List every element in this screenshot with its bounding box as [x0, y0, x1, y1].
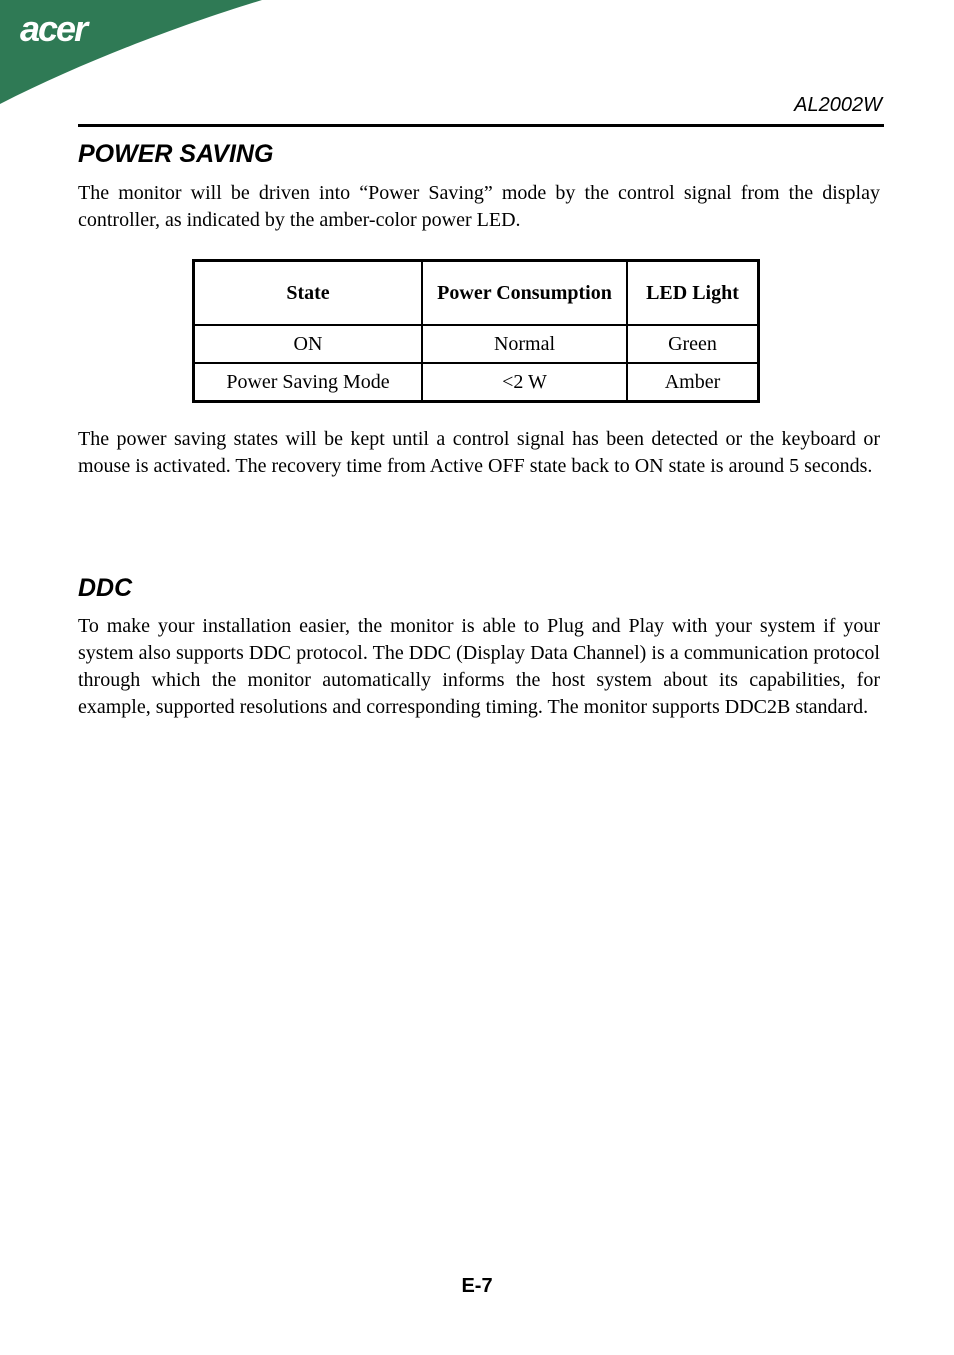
cell-led-light: Green — [627, 325, 759, 363]
header-state: State — [194, 261, 423, 326]
page-number: E-7 — [461, 1275, 493, 1297]
power-saving-note: The power saving states will be kept until a control signal has been detected or the keyboard or mouse is activated. The recovery time from Active OFF state back to ON state is around 5 seconds. — [78, 428, 880, 477]
power-saving-intro: The monitor will be driven into “Power Saving” mode by the control signal from the display controller, as indicated by the amber-color power LED. — [78, 182, 880, 231]
table-row — [194, 325, 759, 363]
header-power-consumption: Power Consumption — [422, 261, 627, 326]
brand-logo: acer — [20, 8, 87, 49]
cell-led-light: Amber — [627, 363, 759, 402]
header-led-light: LED Light — [627, 261, 759, 326]
header-rule — [78, 124, 884, 127]
cell-state: ON — [194, 325, 423, 363]
cell-power-consumption: Normal — [422, 325, 627, 363]
table-row — [194, 363, 759, 402]
ddc-heading: DDC — [78, 574, 133, 602]
cell-power-consumption: <2 W — [422, 363, 627, 402]
ddc-body: To make your installation easier, the monitor is able to Plug and Play with your system if your system also supports DDC protocol. The DDC (Display Data Channel) is a communication protocol through which the monitor automatically informs the host system about its capabilities, for example, supported resolutions and corresponding timing. The monitor supports DDC2B standard. — [78, 615, 880, 718]
power-saving-heading: POWER SAVING — [78, 140, 274, 168]
table-header-row — [194, 261, 759, 326]
cell-state: Power Saving Mode — [194, 363, 423, 402]
model-number: AL2002W — [794, 94, 882, 116]
power-saving-table — [192, 259, 760, 403]
